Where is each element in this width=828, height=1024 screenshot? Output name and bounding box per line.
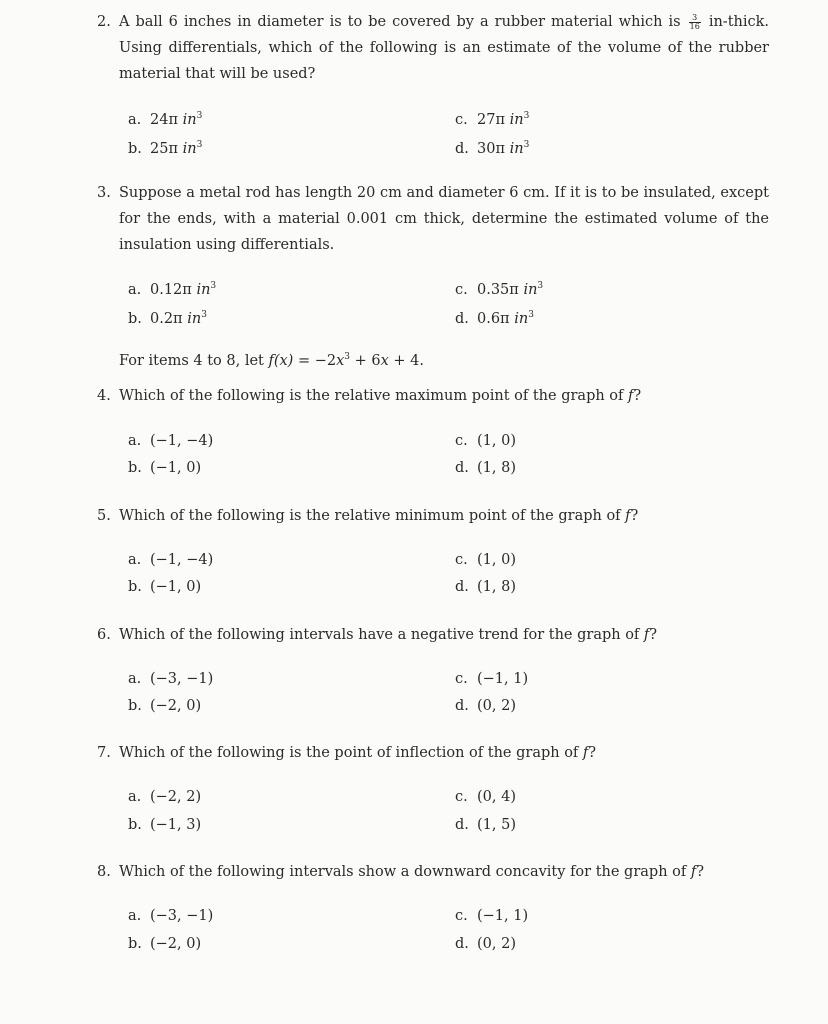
option-a[interactable]: a. (−1, −4) bbox=[128, 552, 214, 568]
option-a[interactable]: a. (−1, −4) bbox=[128, 433, 214, 449]
option-a[interactable]: a. (−3, −1) bbox=[128, 671, 214, 687]
option-d[interactable]: d. (0, 2) bbox=[455, 698, 516, 714]
option-b[interactable]: b. (−1, 0) bbox=[128, 460, 202, 476]
option-d[interactable]: d. (1, 8) bbox=[455, 460, 516, 476]
option-c[interactable]: c. (0, 4) bbox=[455, 789, 516, 805]
question-text: Which of the following is the point of inflection of the graph of f? bbox=[119, 745, 597, 761]
option-a[interactable]: a. 24π $in^3$ bbox=[128, 111, 203, 128]
question-number: 6. bbox=[97, 627, 111, 643]
question-number: 7. bbox=[97, 745, 111, 761]
option-c[interactable]: c. 27π $in^3$ bbox=[455, 111, 530, 128]
option-d[interactable]: d. (1, 5) bbox=[455, 817, 516, 833]
question-number: 8. bbox=[97, 864, 111, 880]
option-d[interactable]: d. (1, 8) bbox=[455, 579, 516, 595]
question-text: Which of the following is the relative maximum point of the graph of f? bbox=[119, 388, 642, 404]
option-c[interactable]: c. (−1, 1) bbox=[455, 908, 529, 924]
option-d[interactable]: d. 0.6π $in^3$ bbox=[455, 310, 534, 327]
option-c[interactable]: c. 0.35π $in^3$ bbox=[455, 281, 544, 298]
question-text: Which of the following intervals show a downward concavity for the graph of f? bbox=[119, 864, 705, 880]
question-text: A ball 6 inches in diameter is to be covered by a rubber material which is $\frac{3}{16}$ in-thick. Using differentials, which of the following is an estimate of the volume of the rubber material that will be used? bbox=[119, 12, 770, 82]
question-number: 4. bbox=[97, 388, 111, 404]
question-number: 5. bbox=[97, 508, 111, 524]
question-number: 2. bbox=[97, 14, 111, 30]
option-d[interactable]: d. (0, 2) bbox=[455, 936, 516, 952]
option-b[interactable]: b. (−1, 0) bbox=[128, 579, 202, 595]
option-b[interactable]: b. 0.2π $in^3$ bbox=[128, 310, 207, 327]
option-c[interactable]: c. (1, 0) bbox=[455, 552, 516, 568]
option-b[interactable]: b. (−2, 0) bbox=[128, 936, 202, 952]
option-a[interactable]: a. (−3, −1) bbox=[128, 908, 214, 924]
option-b[interactable]: b. 25π $in^3$ bbox=[128, 140, 203, 157]
fraction: $\frac{3}{16}$ bbox=[689, 12, 700, 31]
function-definition: For items 4 to 8, let $f(x) = -2x^3 + 6x + 4$. bbox=[119, 352, 424, 369]
option-a[interactable]: a. 0.12π $in^3$ bbox=[128, 281, 217, 298]
option-a[interactable]: a. (−2, 2) bbox=[128, 789, 202, 805]
option-d[interactable]: d. 30π $in^3$ bbox=[455, 140, 530, 157]
question-text: Which of the following intervals have a negative trend for the graph of f? bbox=[119, 627, 658, 643]
question-text: Which of the following is the relative minimum point of the graph of f? bbox=[119, 508, 639, 524]
option-b[interactable]: b. (−2, 0) bbox=[128, 698, 202, 714]
option-c[interactable]: c. (−1, 1) bbox=[455, 671, 529, 687]
question-number: 3. bbox=[97, 185, 111, 201]
option-b[interactable]: b. (−1, 3) bbox=[128, 817, 202, 833]
question-text: Suppose a metal rod has length 20 cm and diameter 6 cm. If it is to be insulated, except for the ends, with a material 0.001 cm thick, determine the estimated volume of the insulation using differentials. bbox=[119, 185, 769, 253]
option-c[interactable]: c. (1, 0) bbox=[455, 433, 516, 449]
